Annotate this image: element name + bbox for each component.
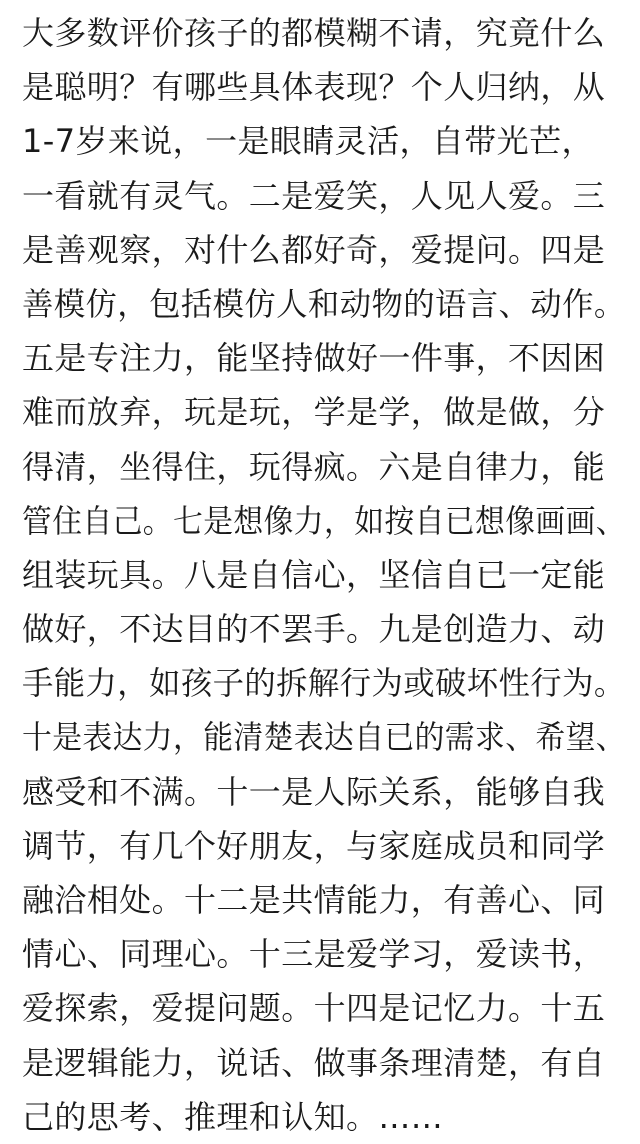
text-line-4: 一看就有灵气。二是爱笑，人见人爱。三 bbox=[22, 176, 606, 215]
text-line-1: 大多数评价孩子的都模糊不请，究竟什么 bbox=[22, 14, 606, 52]
text-line-12: 做好，不达目的不罢手。九是创造力、动 bbox=[22, 610, 606, 649]
text-line-2: 是聪明？有哪些具体表现？个人归纳，从 bbox=[22, 68, 606, 107]
text-line-3: 1-7岁来说，一是眼睛灵活，自带光芒， bbox=[22, 122, 594, 161]
text-line-14: 十是表达力，能清楚表达自已的需求、希望、 bbox=[22, 718, 627, 757]
text-line-10: 管住自己。七是想像力，如按自已想像画画、 bbox=[22, 501, 627, 540]
text-line-8: 难而放弃，玩是玩，学是学，做是做，分 bbox=[22, 393, 606, 432]
text-line-16: 调节，有几个好朋友，与家庭成员和同学 bbox=[22, 826, 606, 865]
text-line-5: 是善观察，对什么都好奇，爱提问。四是 bbox=[22, 230, 606, 269]
text-line-20: 是逻辑能力，说话、做事条理清楚，有自 bbox=[22, 1043, 606, 1082]
text-line-18: 情心、同理心。十三是爱学习，爱读书， bbox=[22, 935, 606, 974]
text-line-15: 感受和不满。十一是人际关系，能够自我 bbox=[22, 772, 606, 811]
text-line-17: 融洽相处。十二是共情能力，有善心、同 bbox=[22, 881, 606, 919]
article-text bbox=[22, 6, 626, 1144]
text-line-9: 得清，坐得住，玩得疯。六是自律力，能 bbox=[22, 447, 606, 486]
text-line-7: 五是专注力，能坚持做好一件事，不因困 bbox=[22, 339, 606, 378]
text-line-21: 己的思考、推理和认知。…… bbox=[22, 1097, 444, 1136]
text-line-6: 善模仿，包括模仿人和动物的语言、动作。 bbox=[22, 284, 626, 323]
text-line-19: 爱探索，爱提问题。十四是记忆力。十五 bbox=[22, 989, 606, 1028]
text-line-13: 手能力，如孩子的拆解行为或破坏性行为。 bbox=[22, 664, 626, 703]
text-line-11: 组装玩具。八是自信心，坚信自已一定能 bbox=[22, 555, 606, 594]
